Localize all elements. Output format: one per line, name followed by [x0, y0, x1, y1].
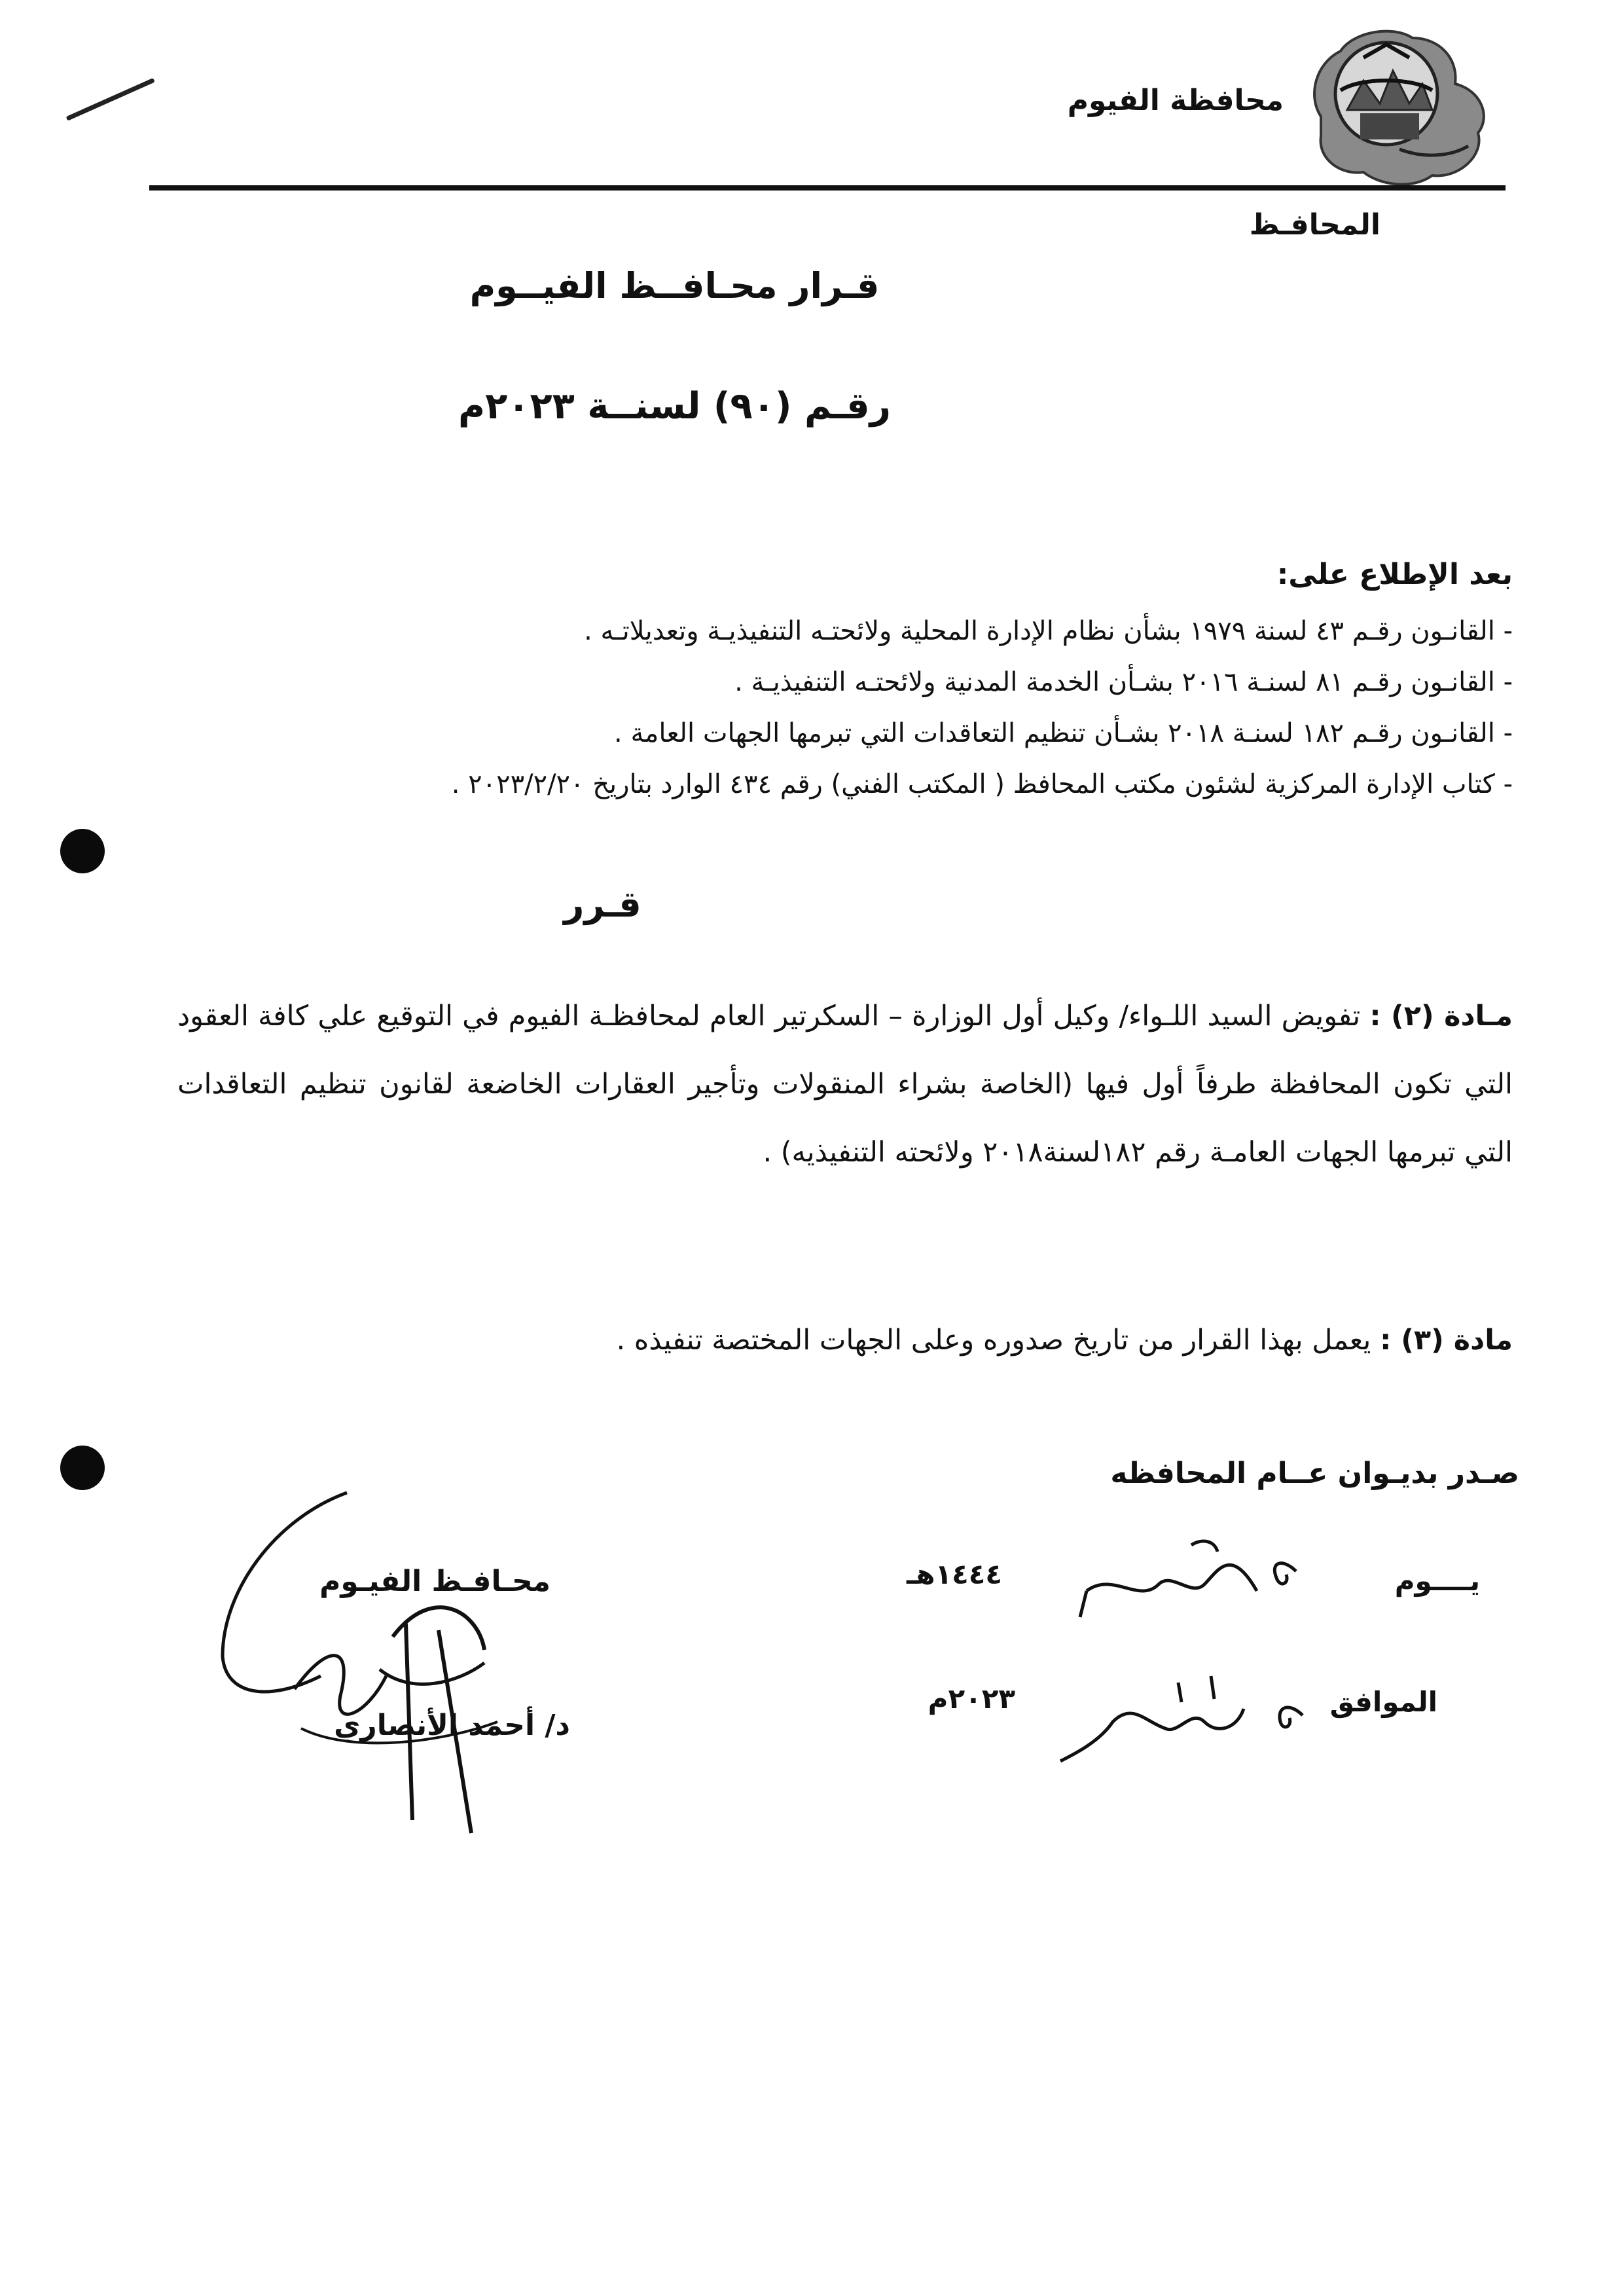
article-3: [177, 1306, 1513, 1374]
references-list: [86, 606, 1513, 810]
article-2-text: تفويض السيد اللـواء/ وكيل أول الوزارة – السكرتير العام لمحافظـة الفيوم في التوقيع علي كافة العقود التي تكون المحافظة طرفاً أول فيها (الخاصة بشراء المنقولات وتأجير العقارات الخاضعة لقانون تنظيم التعاقدات التي تبرمها الجهات العامـة رقم ١٨٢لسنة٢٠١٨ ولائحته التنفيذيه) .: [177, 1000, 1513, 1169]
handwritten-signature: [196, 1480, 563, 1846]
issued-at: صـدر بديـوان عــام المحافظه: [1110, 1457, 1519, 1490]
punch-hole-top: [60, 829, 105, 873]
decision-number: رقـم (٩٠) لسنــة ٢٠٢٣م: [458, 385, 891, 428]
hijri-year: ١٤٤٤هـ: [906, 1558, 1002, 1590]
article-3-label: مادة (٣) :: [1380, 1324, 1513, 1357]
reference-item: - القانـون رقـم ٤٣ لسنة ١٩٧٩ بشأن نظام الإدارة المحلية ولائحتـه التنفيذيـة وتعديلاتـه .: [584, 616, 1513, 646]
signatory-title: محـافـظ الفيـوم: [319, 1565, 550, 1598]
article-2: [177, 982, 1513, 1186]
article-2-label: مـادة (٢) :: [1369, 1000, 1513, 1032]
margin-mark: [66, 78, 155, 121]
governorate-name: محافظة الفيوم: [1067, 84, 1284, 117]
handwritten-gregorian-date: [1047, 1663, 1322, 1774]
office-label: المحافـظ: [1249, 208, 1380, 242]
day-label: يــــوم: [1394, 1565, 1480, 1597]
punch-hole-bottom: [60, 1446, 105, 1490]
corresponding-label: الموافق: [1329, 1686, 1437, 1718]
header-divider: [149, 185, 1506, 191]
references-heading: بعد الإطلاع على:: [1276, 558, 1513, 591]
reference-item: - القانـون رقـم ٨١ لسنـة ٢٠١٦ بشـأن الخدمة المدنية ولائحتـه التنفيذيـة .: [734, 667, 1513, 697]
decided-heading: قـرر: [564, 884, 641, 925]
gregorian-year: ٢٠٢٣م: [928, 1683, 1015, 1715]
governorate-seal-icon: [1301, 18, 1491, 195]
decision-title: قـرار محـافــظ الفيــوم: [469, 265, 880, 306]
handwritten-hijri-date: [1060, 1532, 1322, 1630]
reference-item: - كتاب الإدارة المركزية لشئون مكتب المحافظ ( المكتب الفني) رقم ٤٣٤ الوارد بتاريخ ٢٠٢٣/٢/٢٠ .: [451, 769, 1513, 799]
reference-item: - القانـون رقـم ١٨٢ لسنـة ٢٠١٨ بشـأن تنظيم التعاقدات التي تبرمها الجهات العامة .: [614, 718, 1513, 748]
signatory-name: د/ أحمد الأنصاري: [334, 1709, 570, 1742]
article-3-text: يعمل بهذا القرار من تاريخ صدوره وعلى الجهات المختصة تنفيذه .: [616, 1324, 1380, 1357]
